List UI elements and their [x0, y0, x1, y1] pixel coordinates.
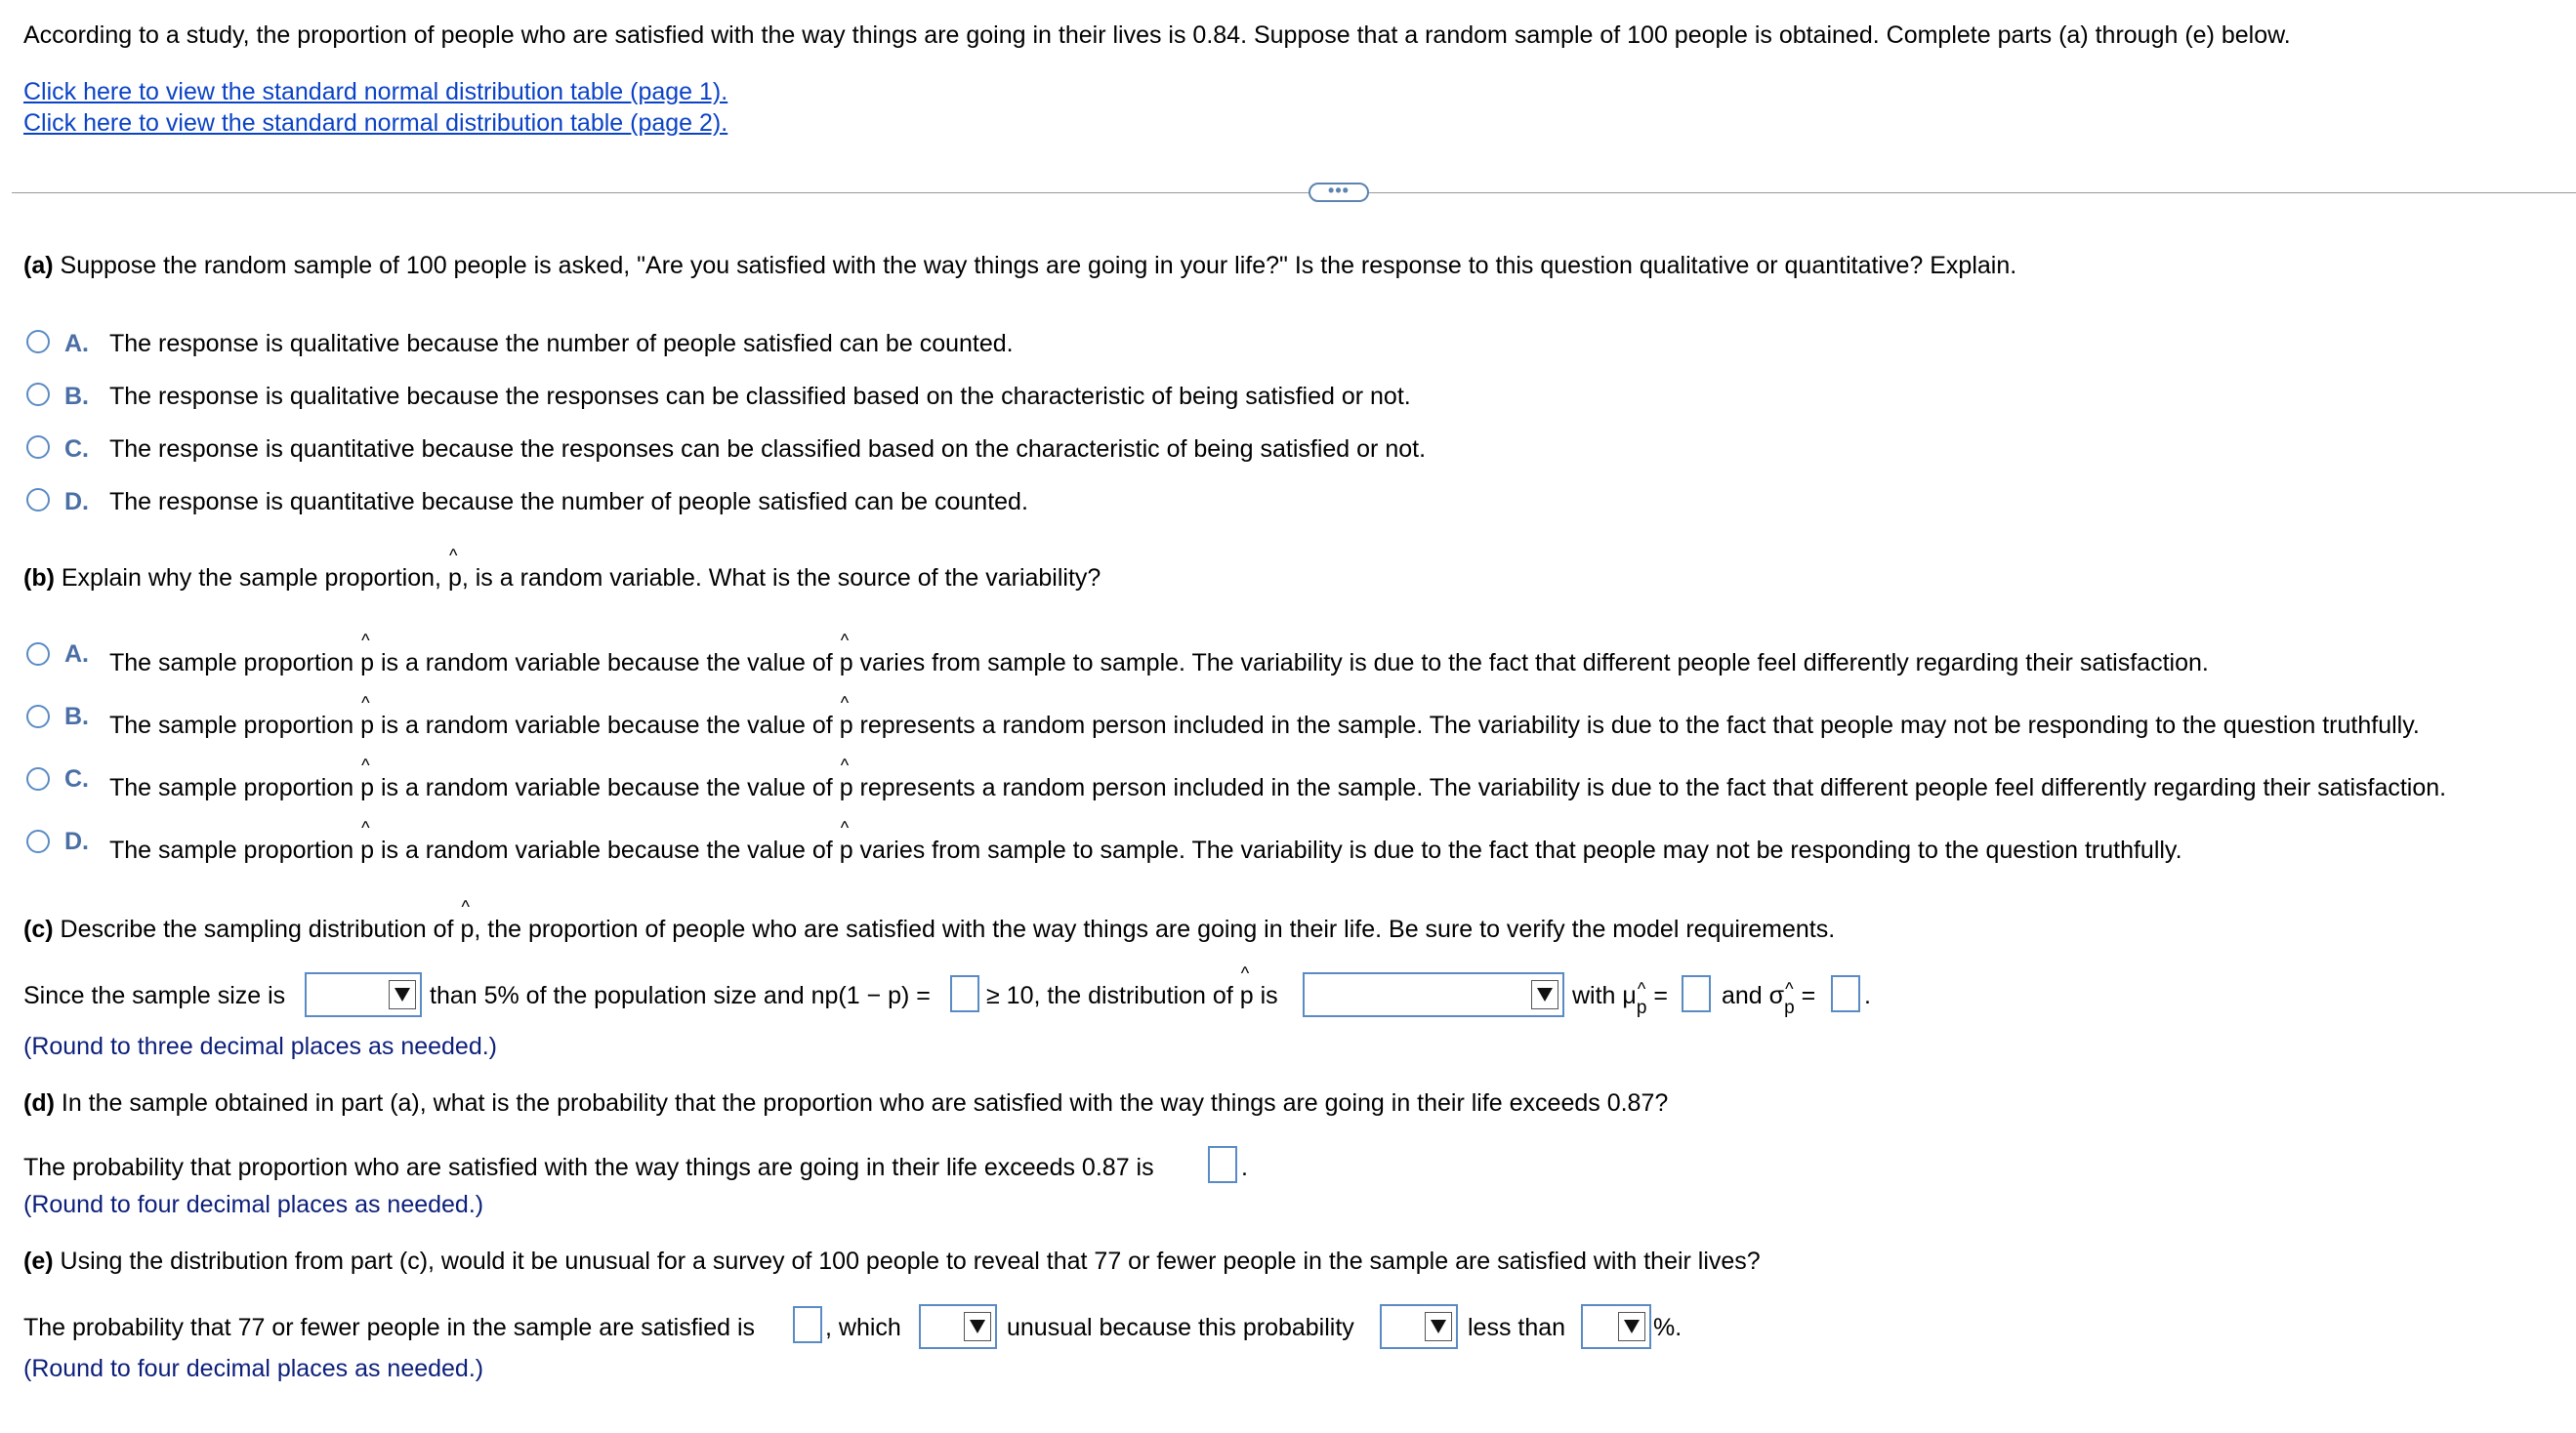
option-letter: C. [64, 435, 89, 463]
period: . [1864, 982, 1871, 1009]
part-c-question: (c) Describe the sampling distribution of ^ p, the proportion of people who are satisfied with the way things are going in their life. Be sure to verify the model requirements. [23, 916, 1835, 944]
part-e-probability-input[interactable] [793, 1306, 822, 1343]
distribution-text: ≥ 10, the distribution of ^ p is [986, 982, 1278, 1010]
population-condition-text: than 5% of the population size and np(1 − p) = [430, 982, 931, 1009]
more-button[interactable]: ••• [1309, 183, 1369, 202]
part-d-probability-input[interactable] [1208, 1146, 1237, 1183]
part-d-rounding-hint: (Round to four decimal places as needed.) [23, 1191, 484, 1218]
radio-button[interactable] [26, 383, 50, 406]
part-e-answer-text: The probability that 77 or fewer people in the sample are satisfied is [23, 1314, 756, 1341]
sample-size-text: Since the sample size is [23, 982, 286, 1009]
sample-size-comparison-dropdown[interactable] [305, 972, 422, 1017]
intro-text: According to a study, the proportion of people who are satisfied with the way things are going in their lives is 0.84. Suppose that a random sample of 100 people is obtained. Complete parts (a) through (e) below. [23, 21, 2291, 49]
mean-input[interactable] [1682, 975, 1711, 1012]
part-b-question: (b) Explain why the sample proportion, ^ p, is a random variable. What is the source of the variability? [23, 564, 1101, 593]
std-dev-label: and σ^ p = [1722, 982, 1815, 1010]
option-text: The response is qualitative because the number of people satisfied can be counted. [109, 330, 1014, 357]
percent-threshold-dropdown[interactable] [1581, 1304, 1651, 1349]
part-e-question: (e) Using the distribution from part (c), would it be unusual for a survey of 100 people to reveal that 77 or fewer people in the sample are satisfied with their lives? [23, 1248, 1761, 1275]
option-text: The sample proportion ^ p is a random variable because the value of ^ p varies from sample to sample. The variability is due to the fact that different people feel differently regarding their satisfaction. [109, 649, 2209, 677]
mean-label: with μ^ p = [1572, 982, 1668, 1010]
std-dev-input[interactable] [1831, 975, 1860, 1012]
percent-text: %. [1653, 1314, 1683, 1341]
section-divider [12, 192, 2576, 193]
which-text: , which [825, 1314, 901, 1341]
option-letter: B. [64, 383, 89, 410]
dropdown-arrow-icon [389, 980, 416, 1009]
radio-button[interactable] [26, 642, 50, 666]
option-letter: A. [64, 640, 89, 668]
option-text: The sample proportion ^ p is a random variable because the value of ^ p represents a random person included in the sample. The variability is due to the fact that people may not be responding to the question truthfully. [109, 712, 2420, 740]
option-letter: B. [64, 703, 89, 730]
part-c-rounding-hint: (Round to three decimal places as needed.) [23, 1033, 498, 1060]
probability-comparison-dropdown[interactable] [1380, 1304, 1458, 1349]
p-hat-symbol: ^ p [448, 564, 462, 593]
distribution-type-dropdown[interactable] [1303, 972, 1564, 1017]
part-d-question: (d) In the sample obtained in part (a), what is the probability that the proportion who are satisfied with the way things are going in their life exceeds 0.87? [23, 1089, 1669, 1117]
part-d-answer-text: The probability that proportion who are satisfied with the way things are going in their life exceeds 0.87 is [23, 1154, 1154, 1181]
normal-table-page2-link[interactable]: Click here to view the standard normal distribution table (page 2). [23, 109, 728, 137]
radio-button[interactable] [26, 767, 50, 791]
np-value-input[interactable] [950, 975, 979, 1012]
part-e-rounding-hint: (Round to four decimal places as needed.) [23, 1355, 484, 1382]
dropdown-arrow-icon [1425, 1312, 1452, 1341]
option-letter: A. [64, 330, 89, 357]
period: . [1241, 1154, 1248, 1181]
option-text: The sample proportion ^ p is a random variable because the value of ^ p varies from sample to sample. The variability is due to the fact that people may not be responding to the question truthfully. [109, 837, 2182, 865]
dropdown-arrow-icon [1531, 980, 1558, 1009]
radio-button[interactable] [26, 330, 50, 353]
option-letter: C. [64, 765, 89, 793]
unusual-dropdown[interactable] [919, 1304, 997, 1349]
option-letter: D. [64, 488, 89, 515]
option-text: The response is quantitative because the number of people satisfied can be counted. [109, 488, 1028, 515]
radio-button[interactable] [26, 488, 50, 512]
part-a-question: (a) Suppose the random sample of 100 people is asked, "Are you satisfied with the way things are going in your life?" Is the response to this question qualitative or quantitative? Explain. [23, 252, 2017, 279]
option-text: The sample proportion ^ p is a random variable because the value of ^ p represents a random person included in the sample. The variability is due to the fact that different people feel differently regarding their satisfaction. [109, 774, 2446, 802]
normal-table-page1-link[interactable]: Click here to view the standard normal distribution table (page 1). [23, 78, 728, 105]
dropdown-arrow-icon [964, 1312, 991, 1341]
radio-button[interactable] [26, 830, 50, 853]
unusual-text: unusual because this probability [1007, 1314, 1354, 1341]
dropdown-arrow-icon [1618, 1312, 1645, 1341]
option-text: The response is qualitative because the responses can be classified based on the characteristic of being satisfied or not. [109, 383, 1411, 410]
radio-button[interactable] [26, 435, 50, 459]
radio-button[interactable] [26, 705, 50, 728]
option-text: The response is quantitative because the responses can be classified based on the characteristic of being satisfied or not. [109, 435, 1427, 463]
less-than-text: less than [1468, 1314, 1566, 1341]
option-letter: D. [64, 828, 89, 855]
